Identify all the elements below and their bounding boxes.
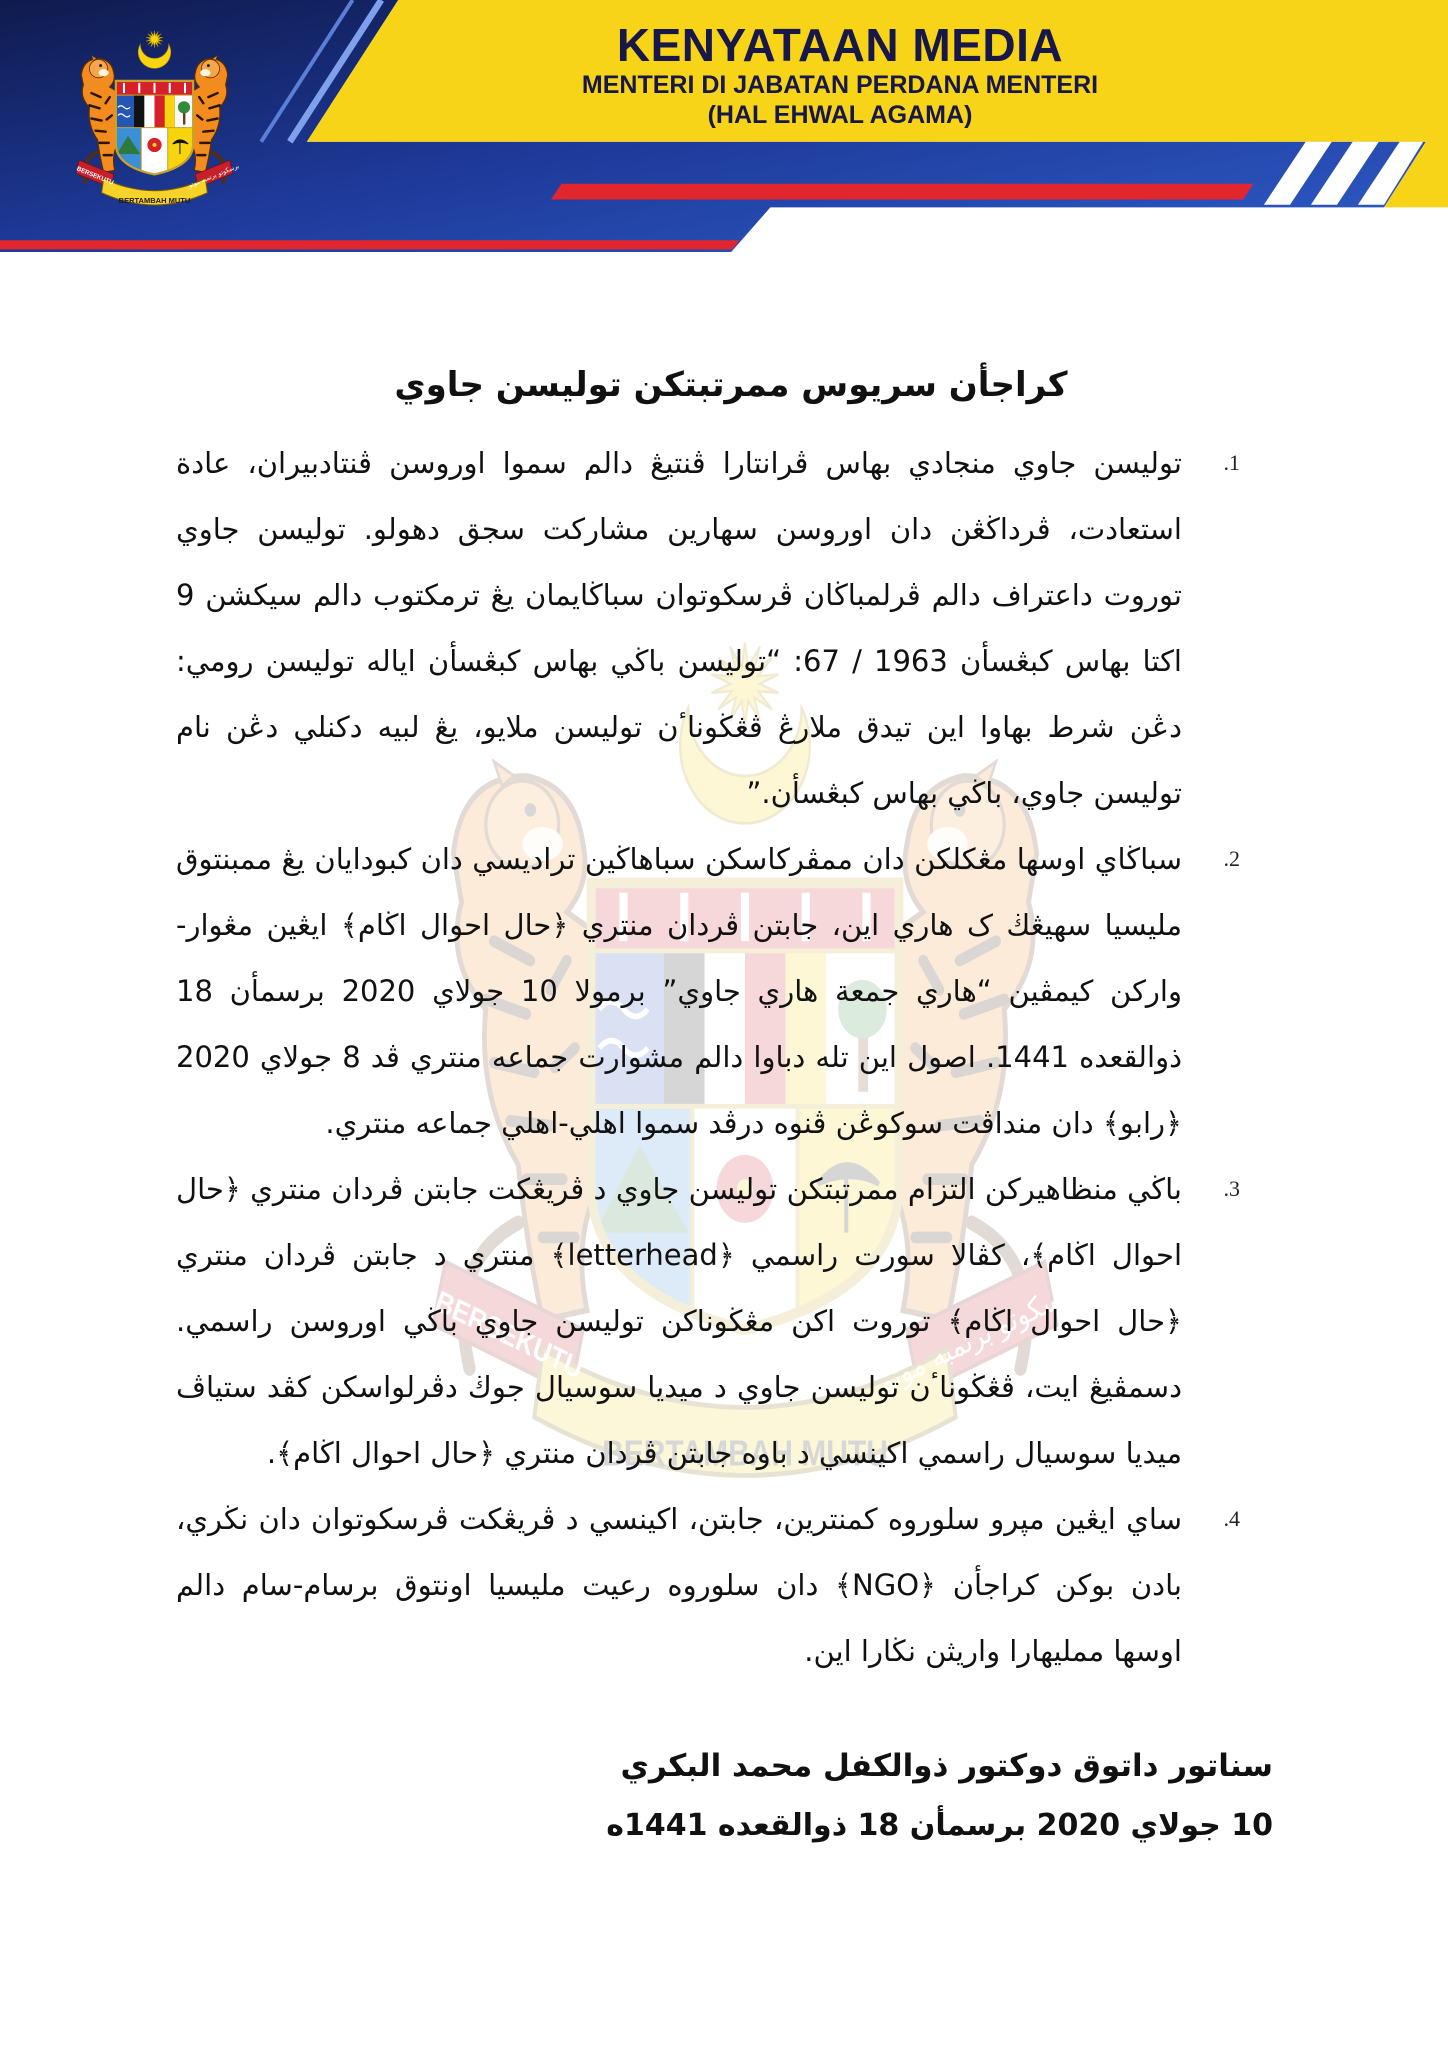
- paragraph-4: [176, 1486, 1240, 1684]
- signatory-name: سناتور داتوق دوكتور ذوالكفل محمد البكري: [620, 1748, 1273, 1784]
- paragraph-text: سباڬاي اوسها مڠكلكن دان ممڤركاسكن سباهاڬين تراديسي دان كبودايان يڠ ممبنتوق مليسيا سهيڠڬ ک هاري اين، جابتن ڤردان منتري ﴿حال احوال اڬام﴾ ايڠين مڠوار-واركن كيمڤين “هاري جمعة هاري جاوي” برمولا 10 جولاي 2020 برسمأن 18 ذوالقعده 1441. اصول اين تله دباوا دالم مشوارت جماعه منتري ڤد 8 جولاي 2020 ﴿رابو﴾ دان منداڤت سوكوڠن ڤنوه درڤد سموا اهلي-اهلي جماعه منتري.: [176, 842, 1182, 1140]
- header-subtitle-portfolio: (HAL EHWAL AGAMA): [707, 101, 973, 129]
- paragraph-2: [176, 826, 1240, 1156]
- coat-of-arms-logo: [52, 30, 257, 208]
- paragraph-text: ساي ايڠين مپرو سلوروه كمنترين، جابتن، اكينسي د ڤريڠكت ڤرسكوتوان دان نڬري، بادن بوكن كراجأن ﴿NGO﴾ دان سلوروه رعيت مليسيا اونتوق برسام-سام دالم اوسها ممليهارا واريثن نڬارا اين.: [176, 1502, 1182, 1668]
- paragraph-number: 3.: [1223, 1176, 1240, 1201]
- banner-red-stripe: [551, 184, 1253, 200]
- paragraph-number: 1.: [1223, 450, 1240, 475]
- paragraph-1: [176, 430, 1240, 826]
- header-text: [540, 18, 1140, 130]
- paragraph-number: 2.: [1223, 846, 1240, 871]
- statement-date: 10 جولاي 2020 برسمأن 18 ذوالقعده 1441ه: [606, 1808, 1273, 1843]
- signature-block: [176, 1736, 1273, 1856]
- paragraph-3: [176, 1156, 1240, 1486]
- document-body: [176, 430, 1273, 1856]
- document-title: كراجأن سريوس ممرتبتكن توليسن جاوي: [394, 365, 1068, 405]
- header-title: KENYATAAN MEDIA: [616, 19, 1064, 71]
- header-subtitle-ministry: MENTERI DI JABATAN PERDANA MENTERI: [581, 71, 1099, 99]
- paragraph-number: 4.: [1223, 1506, 1240, 1531]
- paragraph-text: توليسن جاوي منجادي بهاس ڤرانتارا ڤنتيڠ دالم سموا اوروسن ڤنتادبيران، عادة استعادت، ڤرداڬڠن دان اوروسن سهارين مشاركت سجق دهولو. توليسن جاوي توروت داعتراف دالم ڤرلمباڬان ڤرسكوتوان سباڬايمان يڠ ترمكتوب دالم سيكشن 9 اكتا بهاس كبڠسأن 1963 / 67: “توليسن باڬي بهاس كبڠسأن اياله توليسن رومي: دڠن شرط بهاوا اين تيدق ملارڠ ڤڠڬوناٴن توليسن ملايو، يڠ لبيه دكنلي دڠن نام توليسن جاوي، باڬي بهاس كبڠسأن.”: [176, 446, 1182, 810]
- paragraph-text: باڬي منظاهيركن التزام ممرتبتكن توليسن جاوي د ڤريڠكت جابتن ڤردان منتري ﴿حال احوال اڬام﴾، كڤالا سورت راسمي ﴿letterhead﴾ منتري د جابتن ڤردان منتري ﴿حال احوال اڬام﴾ توروت اكن مڠڬوناكن توليسن جاوي باڬي اوروسن راسمي. دسمڤيڠ ايت، ڤڠڬوناٴن توليسن جاوي د ميديا سوسيال جوڬ دڤرلواسكن كڤد ستياڤ ميديا سوسيال راسمي اكينسي د باوه جابتن ڤردان منتري ﴿حال احوال اڬام﴾.: [176, 1172, 1183, 1470]
